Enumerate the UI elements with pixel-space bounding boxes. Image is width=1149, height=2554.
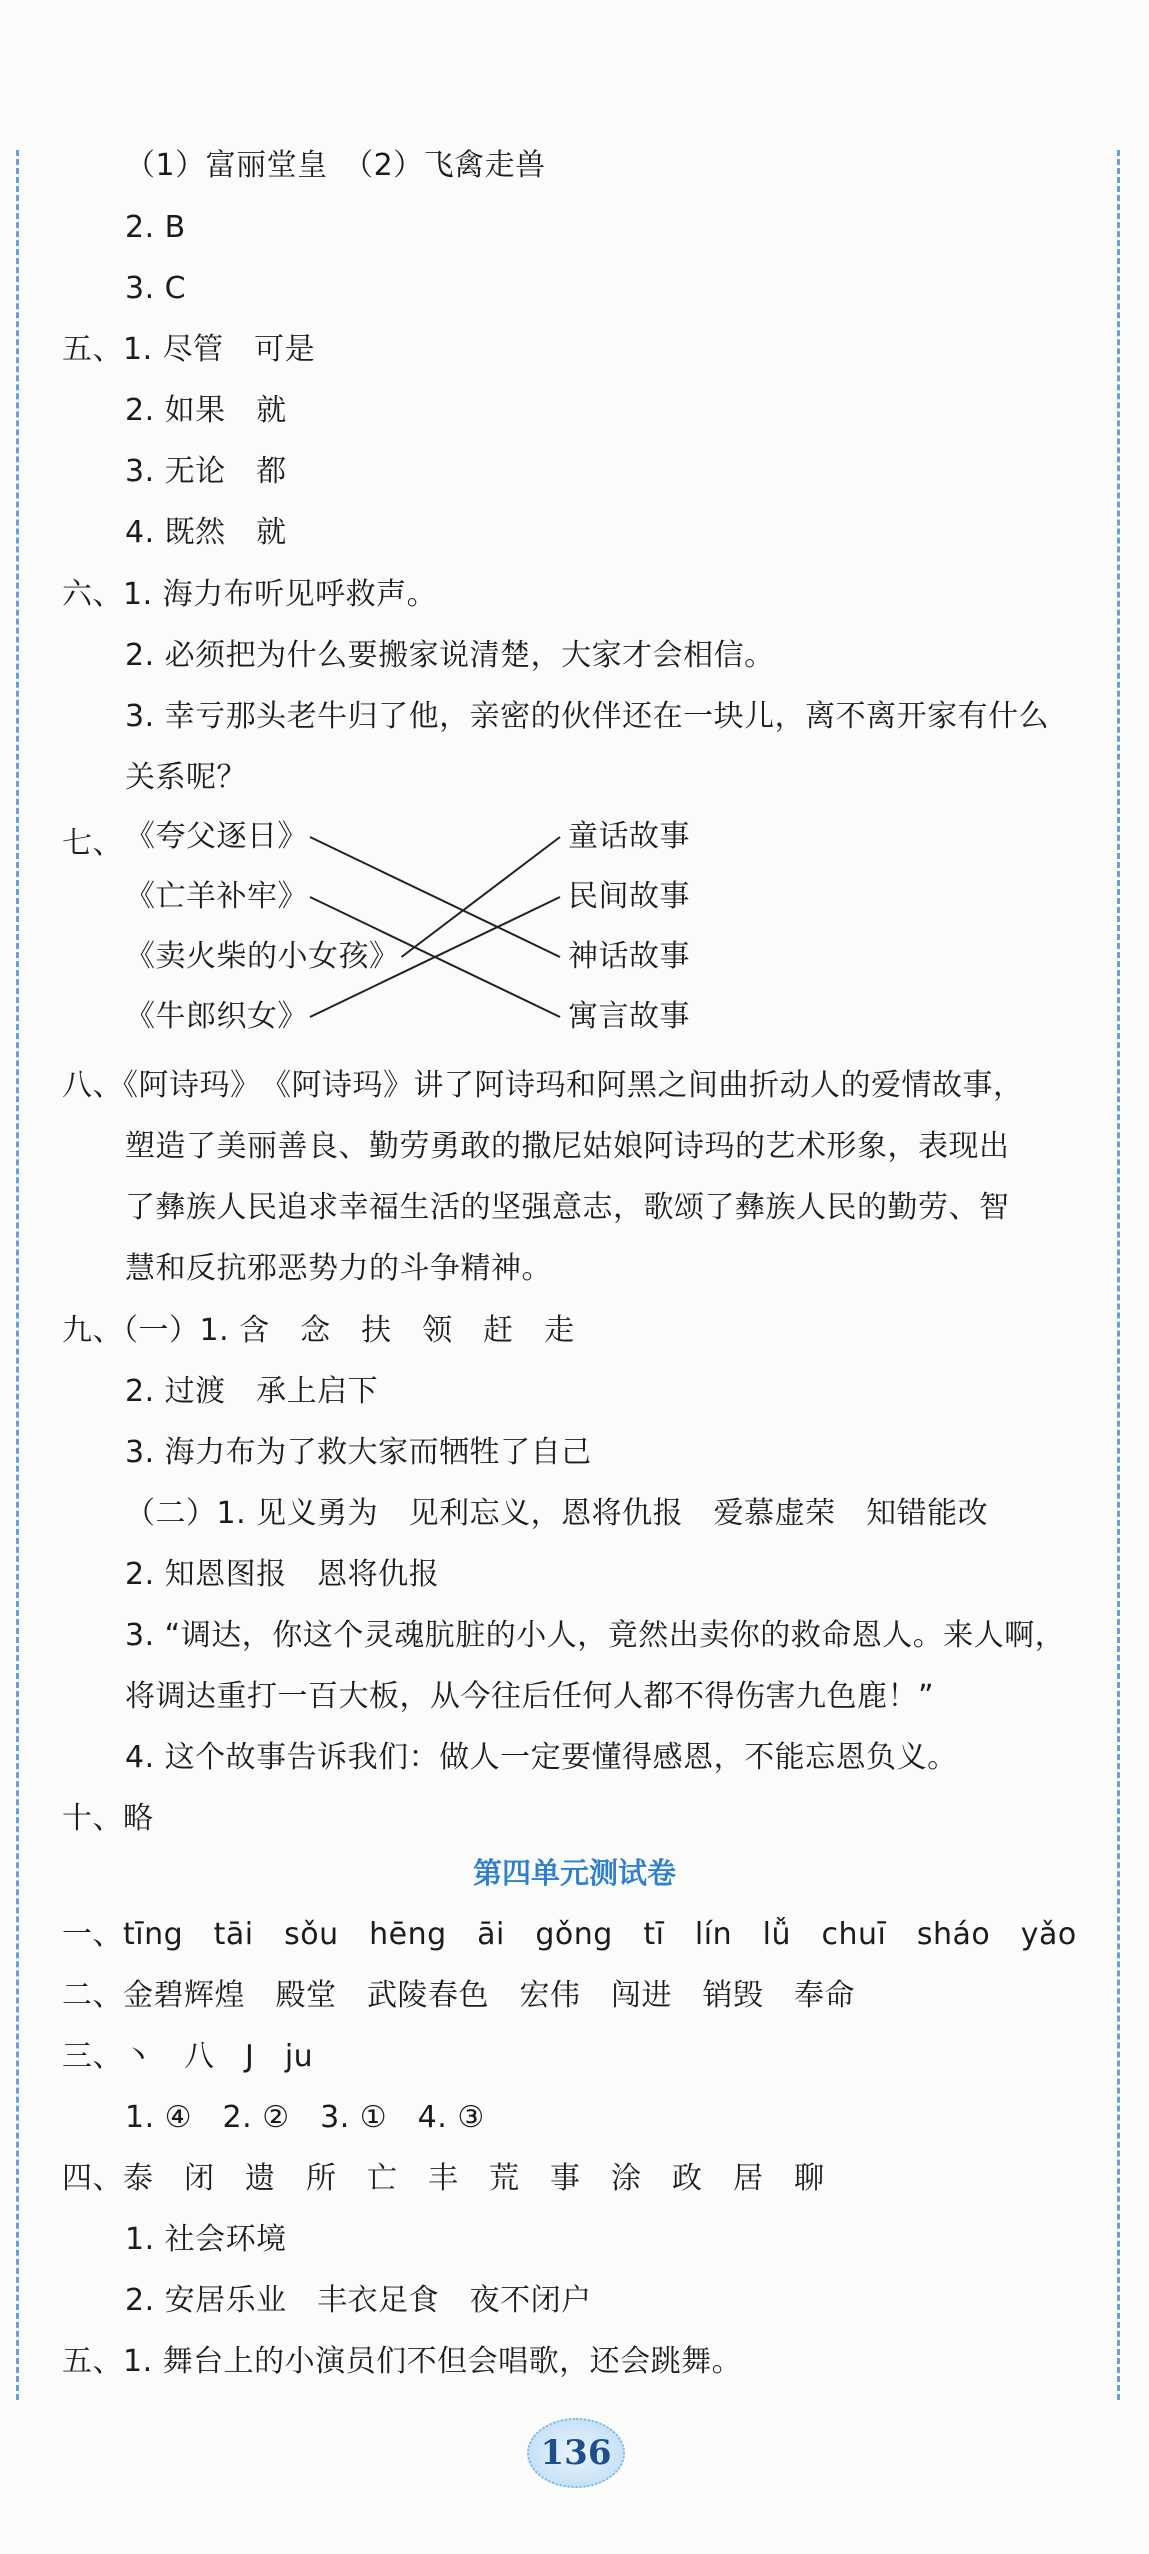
answer-line: 八、《阿诗玛》 《阿诗玛》讲了阿诗玛和阿黑之间曲折动人的爱情故事， <box>62 1068 1024 1103</box>
answer-line: 一、tīng tāi sǒu hēng āi gǒng tī lín lǚ chuī sháo yǎo <box>62 1917 1077 1952</box>
answer-line: 五、1. 尽管 可是 <box>62 332 316 367</box>
page-number: 136 <box>540 2433 612 2473</box>
answer-line: 4. 既然 就 <box>125 515 287 550</box>
match-right-0: 童话故事 <box>568 819 690 854</box>
answer-line: 关系呢？ <box>125 760 247 795</box>
answer-line: 二、金碧辉煌 殿堂 武陵春色 宏伟 闯进 销毁 奉命 <box>62 1978 855 2013</box>
answer-line: 3. C <box>125 271 187 306</box>
matching-line <box>310 837 560 957</box>
answer-line: 3. “调达，你这个灵魂肮脏的小人，竟然出卖你的救命恩人。来人啊， <box>125 1618 1066 1653</box>
page-number-badge <box>527 2418 625 2488</box>
answer-line: 塑造了美丽善良、勤劳勇敢的撒尼姑娘阿诗玛的艺术形象，表现出 <box>125 1129 1010 1164</box>
match-left-2: 《卖火柴的小女孩》 <box>125 939 400 974</box>
answer-line: 五、1. 舞台上的小演员们不但会唱歌，还会跳舞。 <box>62 2344 743 2379</box>
match-left-0: 《夸父逐日》 <box>125 819 308 854</box>
answer-line: 将调达重打一百大板，从今往后任何人都不得伤害九色鹿！” <box>125 1679 935 1714</box>
answer-line: 4. 这个故事告诉我们：做人一定要懂得感恩，不能忘恩负义。 <box>125 1740 958 1775</box>
answer-line: 2. 必须把为什么要搬家说清楚，大家才会相信。 <box>125 638 775 673</box>
match-right-3: 寓言故事 <box>568 999 690 1034</box>
answer-line: （1）富丽堂皇 （2）飞禽走兽 <box>125 148 546 183</box>
answer-line: 3. 无论 都 <box>125 454 287 489</box>
match-left-1: 《亡羊补牢》 <box>125 879 308 914</box>
matching-line <box>402 837 561 957</box>
answer-line: 2. 如果 就 <box>125 393 287 428</box>
answer-line: 九、（一）1. 含 念 扶 领 赶 走 <box>62 1313 575 1348</box>
section-title: 第四单元测试卷 <box>472 1856 676 1890</box>
match-right-1: 民间故事 <box>568 879 690 914</box>
answer-line: 2. B <box>125 210 186 245</box>
answer-line: 3. 幸亏那头老牛归了他，亲密的伙伴还在一块儿，离不离开家有什么 <box>125 699 1050 734</box>
answer-line: 四、泰 闭 遗 所 亡 丰 荒 事 涂 政 居 聊 <box>62 2161 825 2196</box>
match-right-2: 神话故事 <box>568 939 690 974</box>
answer-line: 1. 社会环境 <box>125 2222 287 2257</box>
match-left-3: 《牛郎织女》 <box>125 999 308 1034</box>
answer-line: 2. 安居乐业 丰衣足食 夜不闭户 <box>125 2283 592 2318</box>
answer-line: （二）1. 见义勇为 见利忘义，恩将仇报 爱慕虚荣 知错能改 <box>125 1496 989 1531</box>
answer-line: 3. 海力布为了救大家而牺牲了自己 <box>125 1435 592 1470</box>
answer-line: 六、1. 海力布听见呼救声。 <box>62 577 438 612</box>
answer-line: 2. 知恩图报 恩将仇报 <box>125 1557 440 1592</box>
answer-line: 三、丶 八 J ju <box>62 2039 314 2074</box>
answer-line: 了彝族人民追求幸福生活的坚强意志，歌颂了彝族人民的勤劳、智 <box>125 1190 1010 1225</box>
answer-line: 慧和反抗邪恶势力的斗争精神。 <box>125 1251 552 1286</box>
answer-line: 1. ④ 2. ② 3. ① 4. ③ <box>125 2100 485 2135</box>
answer-line: 2. 过渡 承上启下 <box>125 1374 379 1409</box>
answer-line: 七、 <box>62 826 123 861</box>
answer-line: 十、略 <box>62 1801 154 1836</box>
